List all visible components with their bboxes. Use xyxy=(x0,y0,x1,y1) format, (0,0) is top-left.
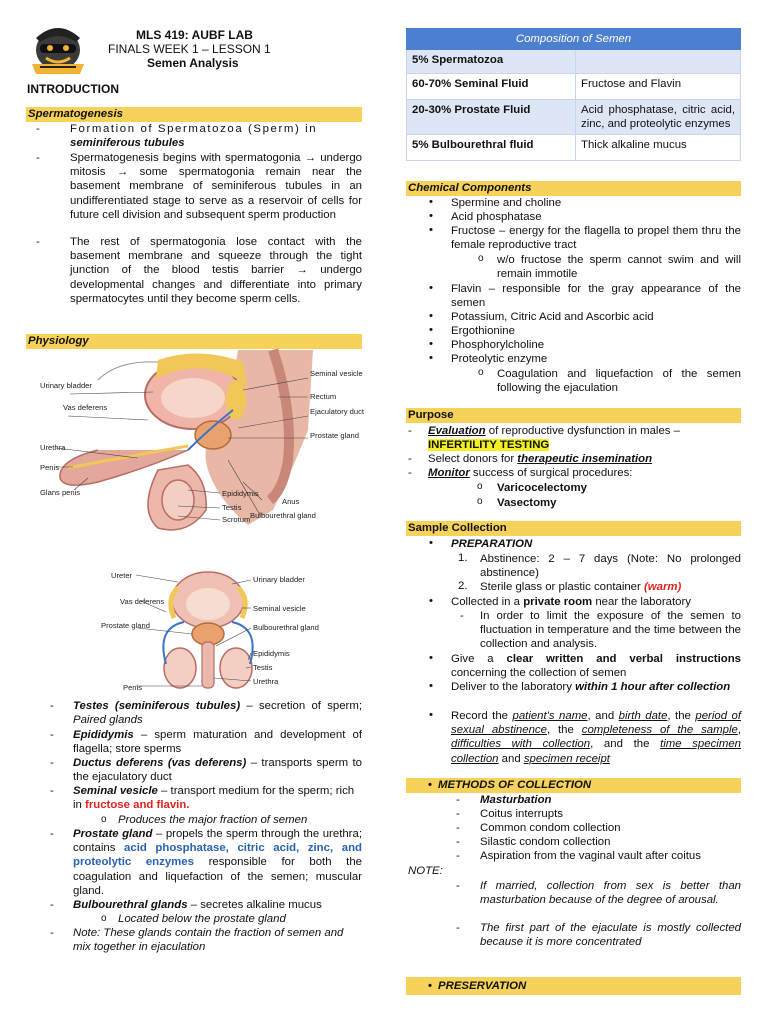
procedure-item: Varicocelectomy xyxy=(497,482,587,494)
svg-text:Epididymis: Epididymis xyxy=(253,649,290,658)
collection-subitem: In order to limit the exposure of the semen to fluctuation in temperature and the time between the collection and analysis. xyxy=(480,610,741,651)
chem-item: Flavin – responsible for the gray appearance of the semen xyxy=(451,283,741,310)
bulbourethral-subitem: Located below the prostate gland xyxy=(118,913,286,925)
male-reproductive-frontal-figure xyxy=(96,568,319,698)
chem-item: Spermine and choline xyxy=(451,197,562,209)
seminal-vesicle-subitem: Produces the major fraction of semen xyxy=(118,814,308,826)
chem-item: Fructose – energy for the flagella to propel them thru the female reproductive tract xyxy=(451,225,741,252)
svg-text:Ejaculatory duct: Ejaculatory duct xyxy=(310,407,365,416)
collection-item: Collected in a private room near the laboratory xyxy=(451,596,691,608)
sample-collection-heading: Sample Collection xyxy=(406,521,741,536)
svg-text:Seminal vesicle: Seminal vesicle xyxy=(310,369,363,378)
spermatogenesis-bullet-3: The rest of spermatogonia lose contact with the basement membrane and squeeze through the tight junction of the blood testis barrier → undergo developmental changes and differentiate into primary spermatocytes until they become sperm cells. xyxy=(70,236,362,305)
preparation-label: PREPARATION xyxy=(451,538,533,550)
male-reproductive-sagittal-figure xyxy=(38,350,365,540)
composition-table-title: Composition of Semen xyxy=(407,29,741,50)
methods-note-label: NOTE: xyxy=(408,865,443,877)
doc-subtitle: FINALS WEEK 1 – LESSON 1 xyxy=(108,42,271,56)
preservation-heading: • PRESERVATION xyxy=(406,977,741,995)
chem-item: Potassium, Citric Acid and Ascorbic acid xyxy=(451,311,654,323)
collection-item: Record the patient's name, and birth date, the period of sexual abstinence, the completeness of the sample, difficulties with collection, and the time specimen collection and specimen receipt xyxy=(451,710,741,765)
chemical-components-heading: Chemical Components xyxy=(406,181,741,196)
svg-text:Anus: Anus xyxy=(282,497,300,506)
method-item: Masturbation xyxy=(480,794,552,806)
composition-table: Composition of Semen 5% Spermatozoa 60-70% Seminal Fluid Fructose and Flavin 20-30% Prostate Fluid Acid phosphatase, citric acid, zinc, and proteolytic enzymes 5% Bulbourethral fluid Thick alkaline mucus xyxy=(406,28,741,161)
spermatogenesis-bullet-1: Formation of Spermatozoa (Sperm) in seminiferous tubules xyxy=(70,123,318,150)
methods-note: If married, collection from sex is better than masturbation because of the degree of arousal. xyxy=(480,880,741,907)
svg-text:Vas deferens: Vas deferens xyxy=(120,597,165,606)
chem-item: Phosphorylcholine xyxy=(451,339,545,351)
chem-item: Proteolytic enzyme xyxy=(451,353,548,365)
bulbourethral-item: Bulbourethral glands – secretes alkaline mucus xyxy=(73,899,322,911)
doc-topic: Semen Analysis xyxy=(147,56,239,70)
procedure-item: Vasectomy xyxy=(497,497,557,509)
chem-item: Ergothionine xyxy=(451,325,515,337)
svg-text:Urinary bladder: Urinary bladder xyxy=(40,381,92,390)
spermatogenesis-heading: Spermatogenesis xyxy=(26,107,362,122)
logo xyxy=(30,16,86,76)
svg-text:Scrotum: Scrotum xyxy=(222,515,251,524)
svg-text:Testis: Testis xyxy=(253,663,273,672)
collection-item: Give a clear written and verbal instructions concerning the collection of semen xyxy=(451,653,741,680)
svg-text:Urinary bladder: Urinary bladder xyxy=(253,575,305,584)
chem-subitem: Coagulation and liquefaction of the semen following the ejaculation xyxy=(497,368,741,395)
method-item: Common condom collection xyxy=(480,822,621,834)
purpose-monitor: Monitor success of surgical procedures: xyxy=(428,467,633,479)
method-item: Aspiration from the vaginal vault after coitus xyxy=(480,850,701,862)
method-item: Silastic condom collection xyxy=(480,836,611,848)
collection-item: Deliver to the laboratory within 1 hour after collection xyxy=(451,681,731,693)
method-item: Coitus interrupts xyxy=(480,808,563,820)
testes-item: Testes (seminiferous tubules) – secretion of sperm; Paired glands xyxy=(73,700,363,727)
masked-mascot-logo-icon xyxy=(30,16,86,76)
svg-text:Ureter: Ureter xyxy=(111,571,133,580)
svg-text:Glans penis: Glans penis xyxy=(40,488,81,497)
intro-heading: INTRODUCTION xyxy=(27,82,119,96)
svg-text:Penis: Penis xyxy=(40,463,59,472)
seminal-vesicle-item: Seminal vesicle – transport medium for the sperm; rich in fructose and flavin. xyxy=(73,785,355,812)
svg-text:Prostate gland: Prostate gland xyxy=(310,431,359,440)
svg-text:Rectum: Rectum xyxy=(310,392,337,401)
svg-text:Urethra: Urethra xyxy=(40,443,66,452)
svg-text:Seminal vesicle: Seminal vesicle xyxy=(253,604,306,613)
prep-step: Abstinence: 2 – 7 days (Note: No prolonged abstinence) xyxy=(480,553,741,580)
purpose-heading: Purpose xyxy=(406,408,741,423)
doc-title: MLS 419: AUBF LAB xyxy=(136,28,253,42)
purpose-donors: Select donors for therapeutic insemination xyxy=(428,453,653,465)
svg-text:Prostate gland: Prostate gland xyxy=(101,621,150,630)
svg-text:Penis: Penis xyxy=(123,683,142,692)
methods-heading: • METHODS OF COLLECTION xyxy=(406,778,741,793)
spermatogenesis-bullet-2: Spermatogenesis begins with spermatogonia → undergo mitosis → some spermatogonia remain near the basement membrane of seminiferous tubules in an undifferentiated stage to serve as a reservoir of cells for future cell division and subsequent sperm production xyxy=(70,152,362,221)
svg-text:Vas deferens: Vas deferens xyxy=(63,403,108,412)
svg-text:Epididymis: Epididymis xyxy=(222,489,259,498)
methods-note: The first part of the ejaculate is mostly collected because it is more concentrated xyxy=(480,922,741,949)
chem-subitem: w/o fructose the sperm cannot swim and will remain immotile xyxy=(497,254,741,281)
glands-note: Note: These glands contain the fraction of semen and mix together in ejaculation xyxy=(73,927,344,954)
svg-text:Bulbourethral gland: Bulbourethral gland xyxy=(253,623,319,632)
ductus-deferens-item: Ductus deferens (vas deferens) – transports sperm to the ejaculatory duct xyxy=(73,757,362,784)
prostate-gland-item: Prostate gland – propels the sperm through the urethra; contains acid phosphatase, citric acid, zinc, and proteolytic enzymes responsible for both the coagulation and liquefaction of the semen; muscular gland. xyxy=(73,828,362,897)
chem-item: Acid phosphatase xyxy=(451,211,542,223)
svg-text:Urethra: Urethra xyxy=(253,677,279,686)
svg-text:Testis: Testis xyxy=(222,503,242,512)
physiology-heading: Physiology xyxy=(26,334,362,349)
epididymis-item: Epididymis – sperm maturation and development of flagella; store sperms xyxy=(73,729,362,756)
svg-text:Bulbourethral gland: Bulbourethral gland xyxy=(250,511,316,520)
purpose-evaluation: Evaluation of reproductive dysfunction in males – INFERTILITY TESTING xyxy=(428,425,680,452)
prep-step: Sterile glass or plastic container (warm) xyxy=(480,581,682,593)
